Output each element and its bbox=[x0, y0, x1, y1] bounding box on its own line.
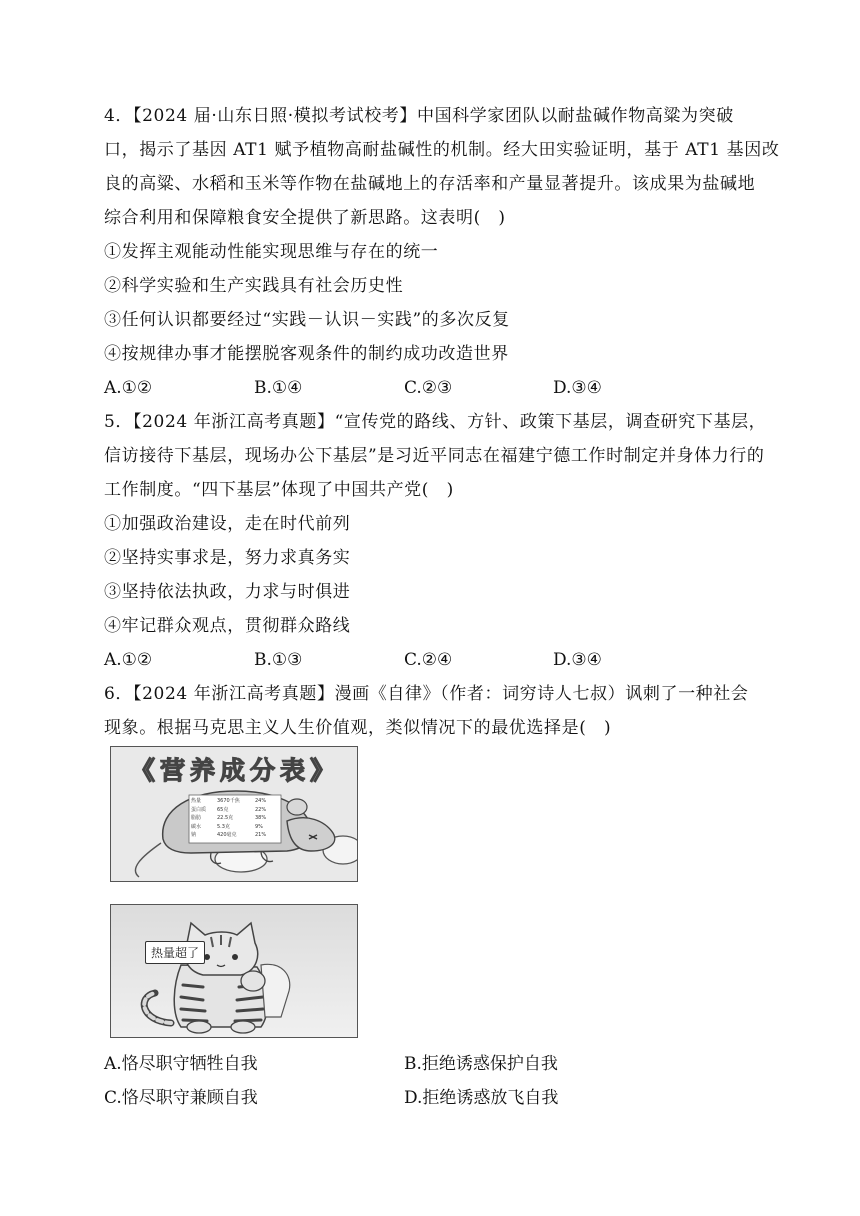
q4-option-c: C.②③ bbox=[404, 378, 453, 398]
nutrition-row: 脂肪 22.5克 38% bbox=[191, 815, 267, 822]
q4-statement-1: ①发挥主观能动性能实现思维与存在的统一 bbox=[104, 242, 439, 262]
cat-illustration bbox=[111, 905, 357, 1037]
q5-statement-3: ③坚持依法执政，力求与时俱进 bbox=[104, 582, 351, 602]
q4-option-a: A.①② bbox=[104, 378, 153, 398]
q6-stem-line-2: 现象。根据马克思主义人生价值观，类似情况下的最优选择是( ) bbox=[104, 718, 612, 738]
q5-stem-line-1: 5．【2024 年浙江高考真题】“宣传党的路线、方针、政策下基层，调查研究下基层， bbox=[104, 412, 767, 432]
q6-option-c: C.恪尽职守兼顾自我 bbox=[104, 1088, 258, 1108]
q5-stem-line-3: 工作制度。“四下基层”体现了中国共产党( ) bbox=[104, 480, 454, 500]
cartoon-panel-cat bbox=[110, 904, 358, 1038]
cat-speech-bubble: 热量超了 bbox=[145, 941, 205, 964]
q5-statement-1: ①加强政治建设，走在时代前列 bbox=[104, 514, 351, 534]
q5-stem-line-2: 信访接待下基层，现场办公下基层”是习近平同志在福建宁德工作时制定并身体力行的 bbox=[104, 446, 765, 466]
q4-stem-line-3: 良的高粱、水稻和玉米等作物在盐碱地上的存活率和产量显著提升。该成果为盐碱地 bbox=[104, 174, 756, 194]
q6-option-a: A.恪尽职守牺牲自我 bbox=[104, 1054, 258, 1074]
q4-statement-2: ②科学实验和生产实践具有社会历史性 bbox=[104, 276, 404, 296]
nutrition-row: 碳水 5.3克 9% bbox=[191, 823, 263, 830]
q4-statement-4: ④按规律办事才能摆脱客观条件的制约成功改造世界 bbox=[104, 344, 509, 364]
cartoon-title: 《营养成分表》 bbox=[129, 756, 340, 785]
q5-option-d: D.③④ bbox=[553, 650, 602, 670]
q6-option-b: B.拒绝诱惑保护自我 bbox=[404, 1054, 558, 1074]
q5-option-a: A.①② bbox=[104, 650, 153, 670]
q6-stem-line-1: 6．【2024 年浙江高考真题】漫画《自律》（作者：词穷诗人七叔）讽刺了一种社会 bbox=[104, 684, 749, 704]
q4-stem-line-1: 4．【2024 届·山东日照·模拟考试校考】中国科学家团队以耐盐碱作物高粱为突破 bbox=[104, 106, 734, 126]
q4-option-b: B.①④ bbox=[254, 378, 303, 398]
cartoon-panel-nutrition-label bbox=[110, 746, 358, 882]
q4-option-d: D.③④ bbox=[553, 378, 602, 398]
q6-option-d: D.拒绝诱惑放飞自我 bbox=[404, 1088, 559, 1108]
q4-statement-3: ③任何认识都要经过“实践－认识－实践”的多次反复 bbox=[104, 310, 510, 330]
nutrition-row: 热量 3670千焦 24% bbox=[191, 798, 267, 804]
q4-stem-line-2: 口，揭示了基因 AT1 赋予植物高耐盐碱性的机制。经大田实验证明，基于 AT1 基因改 bbox=[104, 140, 780, 160]
q4-stem-line-4: 综合利用和保障粮食安全提供了新思路。这表明( ) bbox=[104, 208, 506, 228]
nutrition-label-table bbox=[191, 797, 279, 840]
q5-statement-2: ②坚持实事求是，努力求真务实 bbox=[104, 548, 351, 568]
q5-option-c: C.②④ bbox=[404, 650, 453, 670]
nutrition-row: 蛋白质 65克 22% bbox=[191, 806, 267, 813]
nutrition-row: 钠 420毫克 21% bbox=[191, 832, 267, 839]
q5-option-b: B.①③ bbox=[254, 650, 303, 670]
q5-statement-4: ④牢记群众观点，贯彻群众路线 bbox=[104, 616, 351, 636]
